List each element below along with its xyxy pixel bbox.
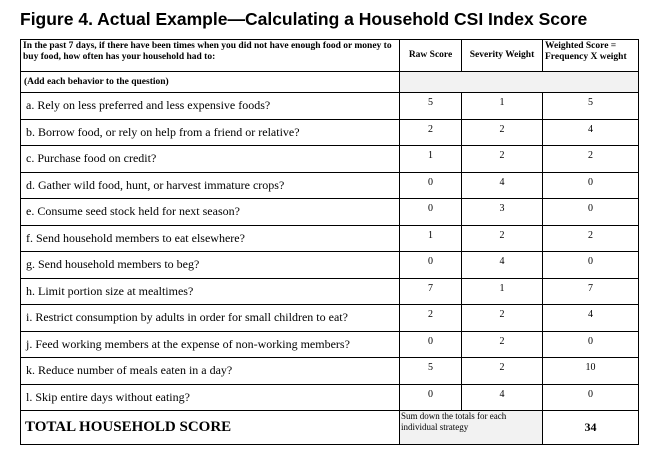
table-row	[21, 225, 639, 252]
severity-weight-cell: 2	[462, 119, 543, 146]
total-note: Sum down the totals for each individual strategy	[400, 411, 543, 445]
raw-score-header: Raw Score	[400, 40, 462, 72]
severity-weight-cell: 1	[462, 93, 543, 120]
question-cell: b. Borrow food, or rely on help from a friend or relative?	[21, 119, 400, 146]
raw-score-cell: 0	[400, 199, 462, 226]
weighted-score-cell: 5	[543, 93, 639, 120]
severity-weight-cell: 1	[462, 278, 543, 305]
weighted-score-cell: 4	[543, 119, 639, 146]
weighted-score-cell: 2	[543, 225, 639, 252]
raw-score-cell: 0	[400, 384, 462, 411]
question-cell: c. Purchase food on credit?	[21, 146, 400, 173]
weighted-score-cell: 0	[543, 384, 639, 411]
subheader-note: (Add each behavior to the question)	[21, 72, 400, 93]
table-row	[21, 252, 639, 279]
table-row	[21, 172, 639, 199]
weighted-score-header: Weighted Score = Frequency X weight	[543, 40, 639, 72]
raw-score-cell: 2	[400, 305, 462, 332]
weighted-score-cell: 2	[543, 146, 639, 173]
table-row	[21, 119, 639, 146]
severity-weight-cell: 2	[462, 305, 543, 332]
severity-weight-cell: 4	[462, 252, 543, 279]
table-header-row	[21, 40, 639, 72]
severity-weight-cell: 3	[462, 199, 543, 226]
total-row	[21, 411, 639, 445]
weighted-score-cell: 0	[543, 331, 639, 358]
severity-weight-header: Severity Weight	[462, 40, 543, 72]
raw-score-cell: 5	[400, 358, 462, 385]
csi-score-table	[20, 39, 639, 445]
weighted-score-cell: 0	[543, 252, 639, 279]
table-row	[21, 358, 639, 385]
table-row	[21, 146, 639, 173]
weighted-score-cell: 7	[543, 278, 639, 305]
table-row	[21, 278, 639, 305]
raw-score-cell: 0	[400, 172, 462, 199]
figure-title: Figure 4. Actual Example—Calculating a Household CSI Index Score	[20, 9, 588, 29]
raw-score-cell: 0	[400, 331, 462, 358]
raw-score-cell: 2	[400, 119, 462, 146]
table-row	[21, 93, 639, 120]
severity-weight-cell: 2	[462, 225, 543, 252]
raw-score-cell: 7	[400, 278, 462, 305]
question-cell: a. Rely on less preferred and less expensive foods?	[21, 93, 400, 120]
weighted-score-cell: 0	[543, 172, 639, 199]
severity-weight-cell: 2	[462, 358, 543, 385]
weighted-score-cell: 10	[543, 358, 639, 385]
table-subheader-row	[21, 72, 639, 93]
question-header: In the past 7 days, if there have been times when you did not have enough food or money to buy food, how often has your household had to:	[21, 40, 400, 72]
question-cell: h. Limit portion size at mealtimes?	[21, 278, 400, 305]
table-row	[21, 331, 639, 358]
raw-score-cell: 0	[400, 252, 462, 279]
table-row	[21, 305, 639, 332]
raw-score-cell: 5	[400, 93, 462, 120]
total-value: 34	[543, 411, 639, 445]
question-cell: k. Reduce number of meals eaten in a day?	[21, 358, 400, 385]
raw-score-cell: 1	[400, 225, 462, 252]
severity-weight-cell: 2	[462, 331, 543, 358]
severity-weight-cell: 4	[462, 172, 543, 199]
weighted-score-cell: 0	[543, 199, 639, 226]
severity-weight-cell: 4	[462, 384, 543, 411]
question-cell: g. Send household members to beg?	[21, 252, 400, 279]
table-row	[21, 199, 639, 226]
total-label: TOTAL HOUSEHOLD SCORE	[21, 411, 400, 445]
raw-score-cell: 1	[400, 146, 462, 173]
question-cell: e. Consume seed stock held for next season?	[21, 199, 400, 226]
severity-weight-cell: 2	[462, 146, 543, 173]
question-cell: i. Restrict consumption by adults in order for small children to eat?	[21, 305, 400, 332]
question-cell: f. Send household members to eat elsewhere?	[21, 225, 400, 252]
question-cell: j. Feed working members at the expense of non-working members?	[21, 331, 400, 358]
question-cell: d. Gather wild food, hunt, or harvest immature crops?	[21, 172, 400, 199]
table-row	[21, 384, 639, 411]
weighted-score-cell: 4	[543, 305, 639, 332]
subheader-shaded-cell	[400, 72, 639, 93]
question-cell: l. Skip entire days without eating?	[21, 384, 400, 411]
